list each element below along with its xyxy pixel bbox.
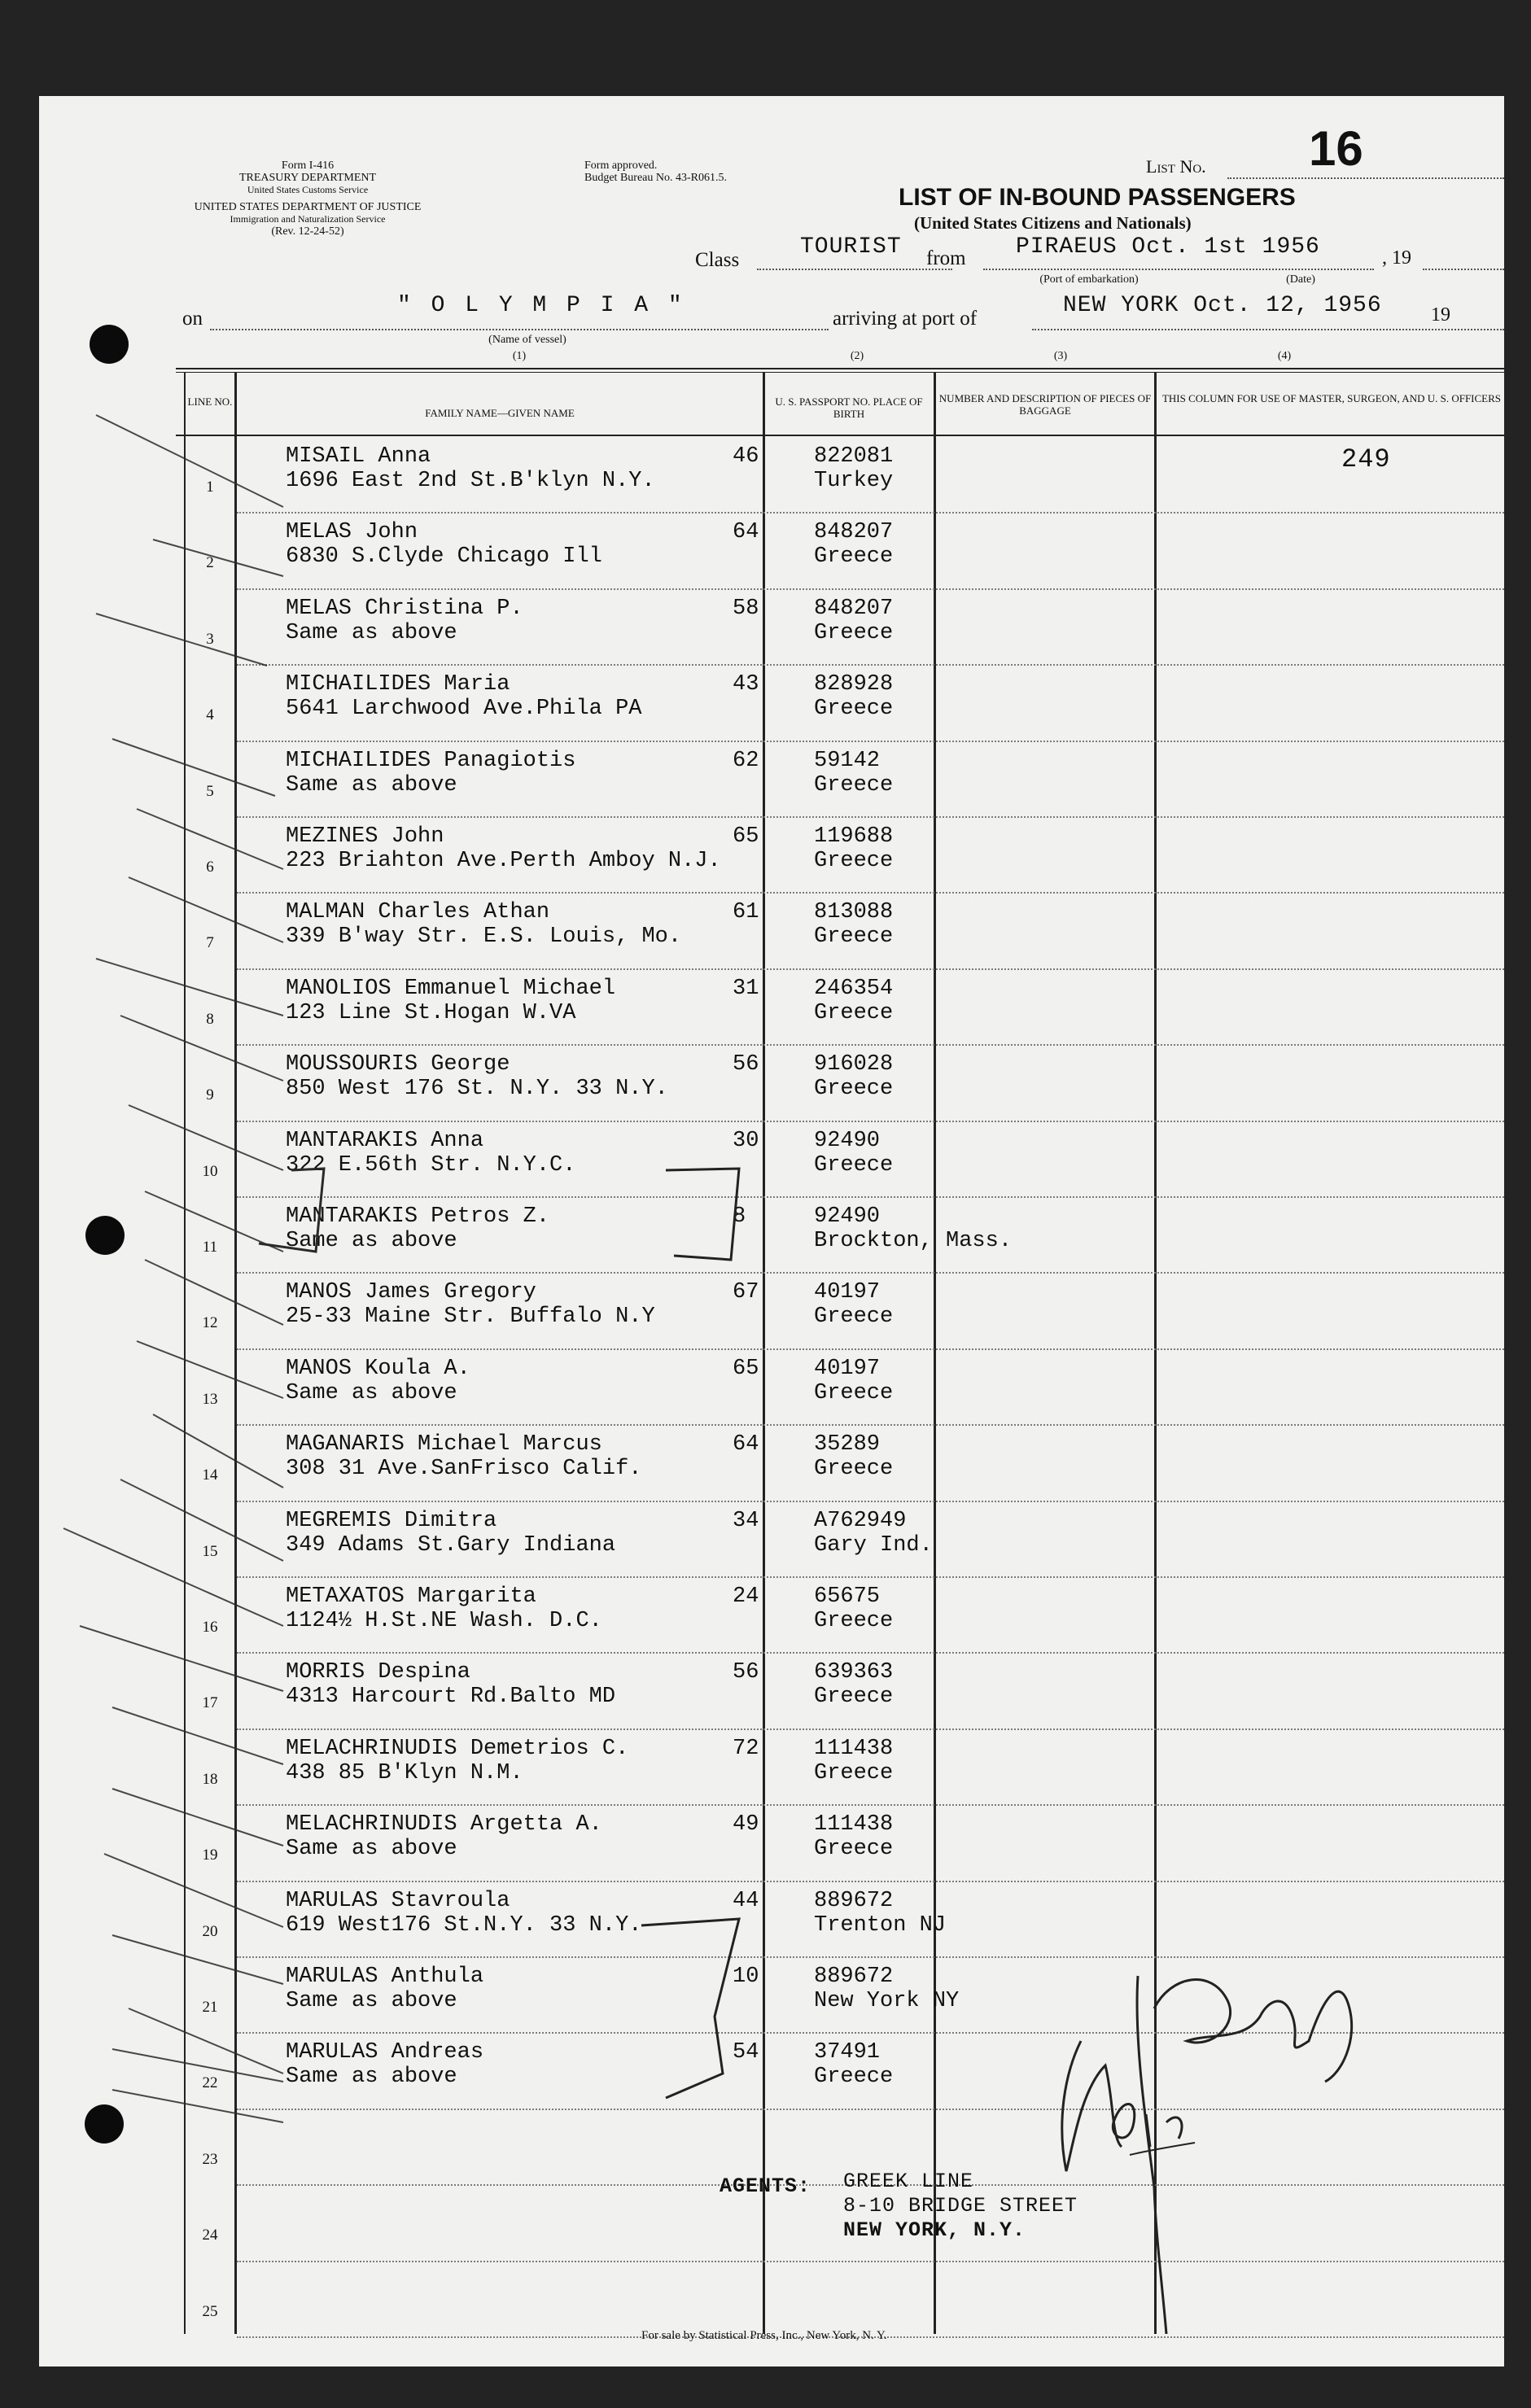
passenger-address: 4313 Harcourt Rd.Balto MD [286, 1685, 616, 1710]
row-divider [237, 1121, 1504, 1122]
passport-number: 639363 [814, 1660, 894, 1685]
document-subtitle: (United States Citizens and Nationals) [914, 213, 1192, 233]
passport-number: 40197 [814, 1280, 881, 1305]
arriving-label: arriving at port of [833, 308, 978, 330]
family-bracket-2 [633, 1911, 755, 2122]
budget-bureau: Budget Bureau No. 43-R061.5. [584, 172, 727, 184]
passenger-age: 65 [733, 824, 759, 849]
passenger-age: 56 [733, 1052, 759, 1077]
passenger-name: MARULAS Andreas [286, 2040, 484, 2065]
row-line-number: 20 [202, 1922, 218, 1940]
row-divider [237, 588, 1504, 590]
row-divider [237, 1272, 1504, 1274]
passenger-age: 31 [733, 976, 759, 1001]
passport-number: 246354 [814, 976, 894, 1001]
passenger-address: 1696 East 2nd St.B'klyn N.Y. [286, 469, 655, 493]
port-caption: (Port of embarkation) [1039, 273, 1139, 286]
passenger-age: 64 [733, 1432, 759, 1457]
row-line-number: 10 [202, 1162, 218, 1180]
family-bracket-1 [658, 1154, 755, 1317]
passenger-name: MANTARAKIS Petros Z. [286, 1204, 550, 1229]
treasury-department: TREASURY DEPARTMENT [238, 172, 377, 184]
passport-number: 848207 [814, 596, 894, 621]
printer-footer: For sale by Statistical Press, Inc., New York, N. Y. [641, 2329, 887, 2342]
place-of-birth: Greece [814, 1457, 894, 1482]
list-number: 16 [1309, 121, 1363, 176]
row-line-number: 13 [202, 1390, 218, 1408]
passenger-name: MELAS John [286, 520, 418, 545]
row-line-number: 21 [202, 1999, 218, 2016]
passenger-address: Same as above [286, 1989, 457, 2013]
col-num-2: (2) [850, 350, 864, 362]
arrival-line [1032, 329, 1504, 330]
row-line-number: 2 [206, 554, 214, 572]
passenger-address: 123 Line St.Hogan W.VA [286, 1000, 576, 1025]
row-line-number: 22 [202, 2074, 218, 2092]
row-divider [237, 816, 1504, 818]
passport-number: 111438 [814, 1812, 894, 1838]
passenger-address: Same as above [286, 2065, 457, 2090]
row-divider [237, 1044, 1504, 1046]
passenger-name: MALMAN Charles Athan [286, 900, 550, 925]
passport-number: 59142 [814, 748, 881, 773]
passenger-age: 56 [733, 1660, 759, 1685]
passenger-name: METAXATOS Margarita [286, 1584, 536, 1609]
passenger-name: MICHAILIDES Panagiotis [286, 748, 576, 773]
place-of-birth: Greece [814, 620, 894, 645]
passenger-name: MELACHRINUDIS Demetrios C. [286, 1736, 629, 1761]
passenger-address: Same as above [286, 1229, 457, 1253]
from-label: from [926, 247, 966, 269]
row-line-number: 24 [202, 2227, 218, 2244]
passenger-name: MANOS Koula A. [286, 1356, 470, 1381]
table-top-rule-inner [176, 372, 1504, 373]
row-divider [237, 1424, 1504, 1426]
passenger-age: 65 [733, 1356, 759, 1381]
row-line-number: 8 [206, 1010, 214, 1028]
arrival-port-date: NEW YORK Oct. 12, 1956 [1063, 293, 1382, 318]
passport-number: 828928 [814, 672, 894, 697]
passenger-name: MELACHRINUDIS Argetta A. [286, 1812, 602, 1838]
place-of-birth: Greece [814, 2065, 894, 2090]
passenger-age: 64 [733, 520, 759, 545]
passenger-age: 44 [733, 1888, 759, 1913]
row-line-number: 5 [206, 782, 214, 800]
passenger-address: 850 West 176 St. N.Y. 33 N.Y. [286, 1077, 668, 1102]
row-line-number: 11 [202, 1239, 218, 1256]
passenger-age: 49 [733, 1812, 759, 1838]
customs-service: United States Customs Service [247, 184, 369, 195]
year-two: 19 [1431, 304, 1450, 326]
passenger-address: Same as above [286, 772, 457, 798]
passenger-name: MEZINES John [286, 824, 444, 849]
passenger-age: 8 [733, 1204, 746, 1229]
passenger-address: Same as above [286, 620, 457, 645]
passenger-name: MANOS James Gregory [286, 1280, 536, 1305]
passenger-name: MOUSSOURIS George [286, 1052, 510, 1077]
passport-number: 111438 [814, 1736, 894, 1761]
place-of-birth: Greece [814, 1685, 894, 1710]
row-divider [237, 1576, 1504, 1578]
passport-number: 813088 [814, 900, 894, 925]
vessel-name: " O L Y M P I A " [397, 293, 685, 318]
vessel-caption: (Name of vessel) [488, 334, 566, 346]
col-num-4: (4) [1277, 350, 1292, 362]
passenger-address: 619 West176 St.N.Y. 33 N.Y. [286, 1912, 642, 1938]
place-of-birth: Greece [814, 1077, 894, 1102]
row-line-number: 6 [206, 859, 214, 876]
passenger-age: 10 [733, 1964, 759, 1989]
passport-number: 889672 [814, 1888, 894, 1913]
place-of-birth: Greece [814, 1837, 894, 1862]
passenger-age: 24 [733, 1584, 759, 1609]
row-line-number: 15 [202, 1542, 218, 1560]
punch-hole-top [90, 325, 129, 364]
passenger-name: MANOLIOS Emmanuel Michael [286, 976, 616, 1001]
passenger-name: MEGREMIS Dimitra [286, 1508, 497, 1533]
row-line-number: 9 [206, 1086, 214, 1104]
row-divider [237, 512, 1504, 514]
place-of-birth: Greece [814, 1609, 894, 1633]
place-of-birth: Greece [814, 1305, 894, 1330]
passenger-name: MAGANARIS Michael Marcus [286, 1432, 602, 1457]
passenger-age: 58 [733, 596, 759, 621]
col-num-3: (3) [1053, 350, 1068, 362]
col-header-name: FAMILY NAME—GIVEN NAME [425, 407, 575, 419]
passenger-age: 34 [733, 1508, 759, 1533]
from-line [983, 269, 1374, 270]
place-of-birth: New York NY [814, 1989, 960, 2013]
row-line-number: 25 [202, 2302, 218, 2320]
year-suffix: , 19 [1382, 247, 1411, 269]
passport-number: 35289 [814, 1432, 881, 1457]
col-header-officers: THIS COLUMN FOR USE OF MASTER, SURGEON, AND U. S. OFFICERS [1161, 392, 1502, 404]
form-number: Form I-416 [281, 160, 335, 172]
place-of-birth: Turkey [814, 469, 894, 493]
passenger-list-page [39, 96, 1504, 2366]
passport-number: 889672 [814, 1964, 894, 1989]
port-of-embarkation: PIRAEUS Oct. 1st 1956 [1016, 234, 1320, 260]
agents-label: AGENTS: [720, 2174, 811, 2198]
passenger-address: 5641 Larchwood Ave.Phila PA [286, 697, 642, 722]
row-line-number: 18 [202, 1770, 218, 1788]
passenger-name: MICHAILIDES Maria [286, 672, 510, 697]
passport-number: 92490 [814, 1128, 881, 1153]
officer-note: 249 [1341, 444, 1391, 474]
passenger-address: 223 Briahton Ave.Perth Amboy N.J. [286, 849, 721, 873]
passenger-address: 322 E.56th Str. N.Y.C. [286, 1152, 576, 1178]
place-of-birth: Greece [814, 544, 894, 570]
passenger-name: MORRIS Despina [286, 1660, 470, 1685]
immigration-service: Immigration and Naturalization Service [230, 213, 386, 225]
place-of-birth: Greece [814, 1380, 894, 1405]
passport-number: 119688 [814, 824, 894, 849]
row-line-number: 7 [206, 934, 214, 952]
row-divider [237, 1804, 1504, 1806]
revision-date: (Rev. 12-24-52) [271, 225, 344, 238]
row-line-number: 4 [206, 706, 214, 724]
passport-number: 40197 [814, 1356, 881, 1381]
passenger-age: 54 [733, 2040, 759, 2065]
passenger-age: 43 [733, 672, 759, 697]
place-of-birth: Greece [814, 1152, 894, 1178]
justice-department: UNITED STATES DEPARTMENT OF JUSTICE [194, 201, 422, 213]
passenger-age: 61 [733, 900, 759, 925]
passenger-address: Same as above [286, 1380, 457, 1405]
place-of-birth: Greece [814, 772, 894, 798]
row-line-number: 14 [202, 1466, 218, 1484]
place-of-birth: Greece [814, 697, 894, 722]
passenger-address: 25-33 Maine Str. Buffalo N.Y [286, 1305, 655, 1330]
place-of-birth: Greece [814, 924, 894, 950]
date-caption: (Date) [1286, 273, 1315, 286]
passenger-name: MELAS Christina P. [286, 596, 523, 621]
passenger-name: MARULAS Anthula [286, 1964, 484, 1989]
passport-number: 92490 [814, 1204, 881, 1229]
passenger-age: 30 [733, 1128, 759, 1153]
form-approval [584, 160, 812, 184]
passenger-address: 1124½ H.St.NE Wash. D.C. [286, 1609, 602, 1633]
passport-number: A762949 [814, 1508, 907, 1533]
col-num-1: (1) [512, 350, 527, 362]
agents-line-1: GREEK LINE [843, 2170, 974, 2193]
row-line-number: 12 [202, 1314, 218, 1332]
place-of-birth: Gary Ind. [814, 1532, 933, 1558]
table-header-rule [176, 435, 1504, 436]
table-top-rule [176, 368, 1504, 369]
place-of-birth: Brockton, Mass. [814, 1229, 1013, 1253]
class-line [757, 269, 952, 270]
year-line [1423, 269, 1504, 270]
col-header-passport: U. S. PASSPORT NO. PLACE OF BIRTH [775, 396, 923, 420]
row-divider [237, 1501, 1504, 1502]
punch-hole-bottom [85, 2104, 124, 2144]
passenger-address: 6830 S.Clyde Chicago Ill [286, 544, 602, 570]
class-label: Class [695, 249, 740, 271]
passenger-address: 438 85 B'Klyn N.M. [286, 1760, 523, 1785]
list-no-line [1227, 177, 1504, 179]
punch-hole-middle [85, 1216, 125, 1255]
place-of-birth: Greece [814, 1000, 894, 1025]
on-label: on [182, 308, 203, 330]
passenger-name: MARULAS Stavroula [286, 1888, 510, 1913]
passport-number: 848207 [814, 520, 894, 545]
passport-number: 822081 [814, 444, 894, 469]
passenger-age: 72 [733, 1736, 759, 1761]
row-line-number: 3 [206, 630, 214, 648]
document-title: LIST OF IN-BOUND PASSENGERS [899, 184, 1296, 211]
passport-number: 916028 [814, 1052, 894, 1077]
agents-line-3: NEW YORK, N.Y. [843, 2218, 1026, 2242]
passenger-address: Same as above [286, 1837, 457, 1862]
row-divider [237, 741, 1504, 742]
col-divider-passport [934, 373, 936, 2334]
row-divider [237, 664, 1504, 666]
passenger-age: 62 [733, 748, 759, 773]
row-line-number: 17 [202, 1694, 218, 1712]
col-divider-name [763, 373, 765, 2334]
row-divider [237, 1652, 1504, 1654]
row-line-number: 19 [202, 1846, 218, 1864]
passenger-address: 349 Adams St.Gary Indiana [286, 1532, 616, 1558]
agents-line-2: 8-10 BRIDGE STREET [843, 2194, 1078, 2218]
row-line-number: 1 [206, 479, 214, 496]
place-of-birth: Greece [814, 1760, 894, 1785]
passenger-address: 339 B'way Str. E.S. Louis, Mo. [286, 924, 682, 950]
passenger-address: 308 31 Ave.SanFrisco Calif. [286, 1457, 642, 1482]
row-divider [237, 968, 1504, 970]
passenger-name: MANTARAKIS Anna [286, 1128, 484, 1153]
row-line-number: 16 [202, 1619, 218, 1636]
row-divider [237, 1728, 1504, 1730]
place-of-birth: Greece [814, 849, 894, 873]
col-header-baggage: NUMBER AND DESCRIPTION OF PIECES OF BAGGAGE [938, 392, 1152, 417]
passenger-name: MISAIL Anna [286, 444, 431, 469]
passenger-age: 67 [733, 1280, 759, 1305]
row-divider [237, 1196, 1504, 1198]
form-approved: Form approved. [584, 160, 658, 172]
row-divider [237, 892, 1504, 894]
passport-number: 65675 [814, 1584, 881, 1609]
officer-signature [1016, 1878, 1390, 2334]
col-header-line-no: LINE NO. [187, 396, 233, 408]
passenger-age: 46 [733, 444, 759, 469]
class-value: TOURIST [800, 234, 902, 260]
row-divider [237, 1348, 1504, 1350]
passport-number: 37491 [814, 2040, 881, 2065]
row-line-number: 23 [202, 2150, 218, 2168]
list-no-label: List No. [1146, 156, 1206, 177]
place-of-birth: Trenton NJ [814, 1912, 947, 1938]
